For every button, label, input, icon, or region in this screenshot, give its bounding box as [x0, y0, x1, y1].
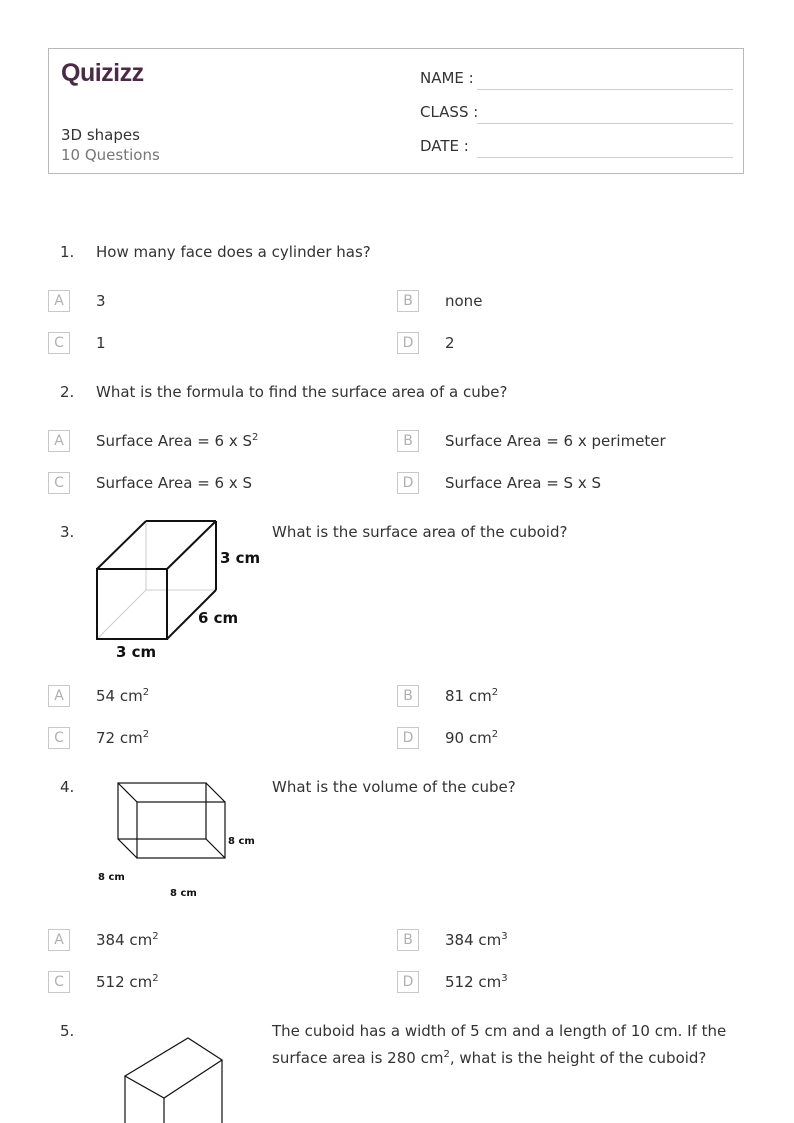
- option-letter-b[interactable]: B: [397, 929, 419, 951]
- option-letter-d[interactable]: D: [397, 472, 419, 494]
- question-text: What is the surface area of the cuboid?: [272, 523, 568, 541]
- question-text: What is the volume of the cube?: [272, 778, 516, 796]
- option-text: 512 cm: [96, 973, 153, 991]
- question-number: 4.: [60, 778, 75, 796]
- option-letter-a[interactable]: A: [48, 430, 70, 452]
- question-text-part: surface area is 280 cm: [272, 1049, 444, 1067]
- superscript: 3: [501, 931, 508, 942]
- question-text: What is the formula to find the surface area of a cube?: [96, 383, 508, 401]
- width-label: 8 cm: [170, 888, 197, 899]
- height-label: 8 cm: [228, 836, 255, 847]
- superscript: 2: [152, 931, 159, 942]
- option-letter-b[interactable]: B: [397, 430, 419, 452]
- question-number: 2.: [60, 383, 75, 401]
- option-a[interactable]: [96, 931, 159, 949]
- option-b[interactable]: [445, 931, 508, 949]
- option-letter-b[interactable]: B: [397, 290, 419, 312]
- question-count: 10 Questions: [61, 146, 160, 164]
- question-text-line-1: The cuboid has a width of 5 cm and a length of 10 cm. If the: [272, 1022, 727, 1040]
- option-letter-a[interactable]: A: [48, 290, 70, 312]
- width-label: 3 cm: [116, 643, 157, 661]
- option-letter-d[interactable]: D: [397, 971, 419, 993]
- cuboid-edges: [125, 1038, 222, 1123]
- cuboid-figure: [92, 515, 262, 665]
- superscript: 2: [491, 729, 499, 740]
- option-letter-a[interactable]: A: [48, 929, 70, 951]
- depth-label: 8 cm: [98, 872, 125, 883]
- option-c[interactable]: [96, 729, 149, 747]
- question-text-part: , what is the height of the cuboid?: [449, 1049, 707, 1067]
- option-d[interactable]: Surface Area = S x S: [445, 474, 601, 492]
- option-b[interactable]: none: [445, 292, 483, 310]
- option-text: 512 cm: [445, 973, 502, 991]
- date-field[interactable]: [477, 157, 733, 158]
- question-text: How many face does a cylinder has?: [96, 243, 371, 261]
- superscript: 2: [443, 1049, 450, 1060]
- option-d[interactable]: [445, 973, 508, 991]
- option-c[interactable]: 1: [96, 334, 106, 352]
- class-field[interactable]: [477, 123, 733, 124]
- option-d[interactable]: 2: [445, 334, 455, 352]
- option-letter-c[interactable]: C: [48, 332, 70, 354]
- question-text-line-2: [272, 1043, 732, 1070]
- superscript: 3: [501, 973, 508, 984]
- option-text: 384 cm: [445, 931, 502, 949]
- option-a[interactable]: [96, 687, 149, 705]
- cube-edges: [118, 783, 225, 858]
- option-text: Surface Area = 6 x S: [96, 432, 253, 450]
- height-label: 3 cm: [220, 549, 261, 567]
- name-label: NAME :: [420, 69, 474, 87]
- superscript: 2: [491, 687, 499, 698]
- option-text: 90 cm: [445, 729, 492, 747]
- question-number: 5.: [60, 1022, 75, 1040]
- option-b[interactable]: Surface Area = 6 x perimeter: [445, 432, 666, 450]
- cuboid-figure: [100, 1030, 240, 1123]
- worksheet-header: [48, 48, 744, 174]
- option-letter-c[interactable]: C: [48, 472, 70, 494]
- quizizz-logo: Quizizz: [61, 59, 144, 87]
- option-letter-b[interactable]: B: [397, 685, 419, 707]
- option-text: 72 cm: [96, 729, 143, 747]
- question-text: [272, 1019, 732, 1070]
- option-c[interactable]: [96, 973, 159, 991]
- superscript: 2: [142, 729, 150, 740]
- option-letter-d[interactable]: D: [397, 727, 419, 749]
- option-letter-a[interactable]: A: [48, 685, 70, 707]
- superscript: 2: [252, 432, 259, 443]
- option-letter-c[interactable]: C: [48, 727, 70, 749]
- option-a[interactable]: 3: [96, 292, 106, 310]
- option-text: 81 cm: [445, 687, 492, 705]
- option-b[interactable]: [445, 687, 498, 705]
- depth-label: 6 cm: [198, 609, 239, 627]
- class-label: CLASS :: [420, 103, 479, 121]
- date-label: DATE :: [420, 137, 469, 155]
- option-letter-d[interactable]: D: [397, 332, 419, 354]
- option-text: 384 cm: [96, 931, 153, 949]
- superscript: 2: [142, 687, 150, 698]
- option-letter-c[interactable]: C: [48, 971, 70, 993]
- option-text: 54 cm: [96, 687, 143, 705]
- superscript: 2: [152, 973, 159, 984]
- option-d[interactable]: [445, 729, 498, 747]
- question-number: 1.: [60, 243, 75, 261]
- name-field[interactable]: [477, 89, 733, 90]
- option-c[interactable]: Surface Area = 6 x S: [96, 474, 253, 492]
- worksheet-title: 3D shapes: [61, 126, 140, 144]
- option-a[interactable]: [96, 432, 258, 450]
- cube-figure: [92, 775, 262, 905]
- question-number: 3.: [60, 523, 75, 541]
